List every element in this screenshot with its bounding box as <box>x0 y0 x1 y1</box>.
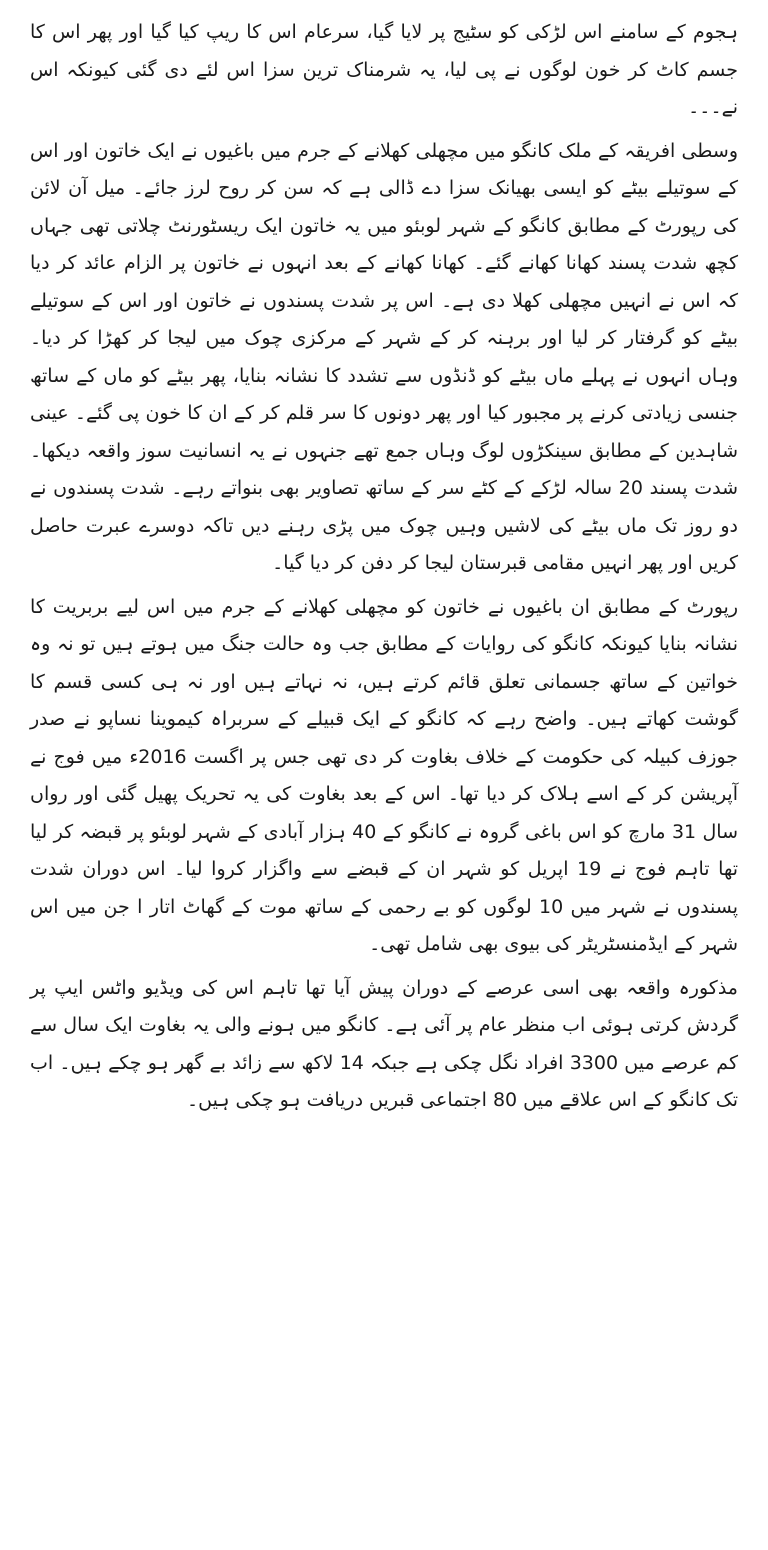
article-paragraph-headline: ہجوم کے سامنے اس لڑکی کو سٹیج پر لایا گیا، سرعام اس کا ریپ کیا گیا اور پھر اس کا جسم کاٹ کر خون لوگوں نے پی لیا، یہ شرمناک ترین سزا اس لئے دی گئی کیونکہ اس نے۔۔۔ <box>30 21 738 118</box>
article-paragraph: رپورٹ کے مطابق ان باغیوں نے خاتون کو مچھلی کھلانے کے جرم میں اس لیے بربریت کا نشانہ بنایا کیونکہ کانگو کی روایات کے مطابق جب وہ حالت جنگ میں ہوتے ہیں تو نہ وہ خواتین کے ساتھ جسمانی تعلق قائم کرتے ہیں، نہ نہاتے ہیں اور نہ ہی کسی قسم کا گوشت کھاتے ہیں۔ واضح رہے کہ کانگو کے ایک قبیلے کے سربراہ کیموینا نساپو نے صدر جوزف کبیلہ کی حکومت کے خلاف بغاوت کر دی تھی جس پر اگست 2016ء میں فوج نے آپریشن کر کے اسے ہلاک کر دیا تھا۔ اس کے بعد بغاوت کی یہ تحریک پھیل گئی اور رواں سال 31 مارچ کو اس باغی گروہ نے کانگو کے 40 ہزار آبادی کے شہر لوبئو پر قبضہ کر لیا تھا تاہم فوج نے 19 اپریل کو شہر ان کے قبضے سے واگزار کروا لیا۔ اس دوران شدت پسندوں نے شہر میں 10 لوگوں کو بے رحمی کے ساتھ موت کے گھاٹ اتار ا جن میں اس شہر کے ایڈمنسٹریٹر کی بیوی بھی شامل تھی۔ <box>30 595 739 955</box>
article-paragraph: وسطی افریقہ کے ملک کانگو میں مچھلی کھلانے کے جرم میں باغیوں نے ایک خاتون اور اس کے سوتیلے بیٹے کو ایسی بھیانک سزا دے ڈالی ہے کہ سن کر روح لرز جائے۔ میل آن لائن کی رپورٹ کے مطابق کانگو کے شہر لوبئو میں یہ خاتون ایک ریسٹورنٹ چلاتی تھی جہاں کچھ شدت پسند کھانا کھانے گئے۔ کھانا کھانے کے بعد انہوں نے خاتون پر الزام عائد کر دیا کہ اس نے انہیں مچھلی کھلا دی ہے۔ اس پر شدت پسندوں نے خاتون اور اس کے سوتیلے بیٹے کو گرفتار کر لیا اور برہنہ کر کے شہر کے مرکزی چوک میں لیجا کر کھڑا کر دیا۔ وہاں انہوں نے پہلے ماں بیٹے کو ڈنڈوں سے تشدد کا نشانہ بنایا، پھر بیٹے کو ماں کے ساتھ جنسی زیادتی کرنے پر مجبور کیا اور پھر دونوں کا سر قلم کر کے ان کا خون پی گئے۔ عینی شاہدین کے مطابق سینکڑوں لوگ وہاں جمع تھے جنہوں نے یہ انسانیت سوز واقعہ دیکھا۔ شدت پسند 20 سالہ لڑکے کے کٹے سر کے ساتھ تصاویر بھی بنواتے رہے۔ شدت پسندوں نے دو روز تک ماں بیٹے کی لاشیں وہیں چوک میں پڑی رہنے دیں تاکہ دوسرے عبرت حاصل کریں اور پھر انہیں مقامی قبرستان لیجا کر دفن کر دیا گیا۔ <box>30 139 738 574</box>
article-paragraph: مذکورہ واقعہ بھی اسی عرصے کے دوران پیش آیا تھا تاہم اس کی ویڈیو واٹس ایپ پر گردش کرتی ہوئی اب منظر عام پر آئی ہے۔ کانگو میں ہونے والی یہ بغاوت ایک سال سے کم عرصے میں 3300 افراد نگل چکی ہے جبکہ 14 لاکھ سے زائد بے گھر ہو چکے ہیں۔ اب تک کانگو کے اس علاقے میں 80 اجتماعی قبریں دریافت ہو چکی ہیں۔ <box>30 976 738 1111</box>
